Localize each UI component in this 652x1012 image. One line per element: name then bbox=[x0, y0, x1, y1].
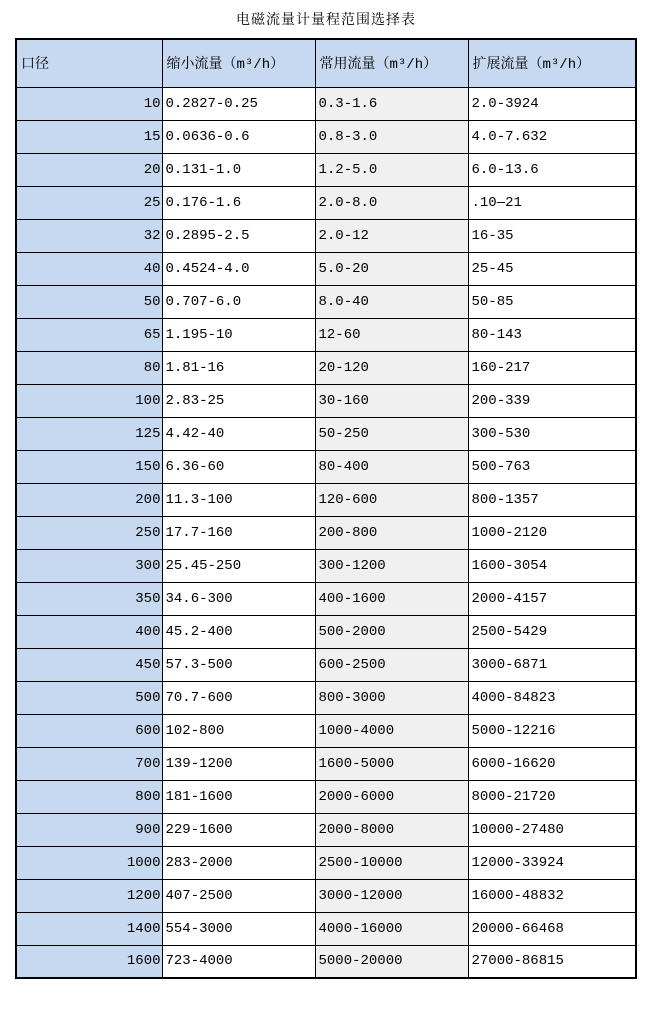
reduced-flow-cell: 1.195-10 bbox=[162, 318, 315, 351]
reduced-flow-cell: 0.707-6.0 bbox=[162, 285, 315, 318]
diameter-cell: 900 bbox=[16, 813, 162, 846]
diameter-cell: 50 bbox=[16, 285, 162, 318]
table-row bbox=[16, 549, 636, 582]
diameter-cell: 150 bbox=[16, 450, 162, 483]
common-flow-cell: 5000-20000 bbox=[315, 945, 468, 978]
reduced-flow-cell: 139-1200 bbox=[162, 747, 315, 780]
extended-flow-cell: 2000-4157 bbox=[468, 582, 636, 615]
extended-flow-cell: 800-1357 bbox=[468, 483, 636, 516]
table-row bbox=[16, 747, 636, 780]
diameter-cell: 65 bbox=[16, 318, 162, 351]
extended-flow-cell: 6.0-13.6 bbox=[468, 153, 636, 186]
flow-range-table bbox=[15, 38, 637, 979]
extended-flow-cell: 80-143 bbox=[468, 318, 636, 351]
table-row bbox=[16, 450, 636, 483]
diameter-cell: 800 bbox=[16, 780, 162, 813]
extended-flow-cell: 12000-33924 bbox=[468, 846, 636, 879]
diameter-cell: 32 bbox=[16, 219, 162, 252]
extended-flow-cell: 6000-16620 bbox=[468, 747, 636, 780]
table-row bbox=[16, 615, 636, 648]
diameter-cell: 450 bbox=[16, 648, 162, 681]
reduced-flow-cell: 57.3-500 bbox=[162, 648, 315, 681]
diameter-cell: 1000 bbox=[16, 846, 162, 879]
common-flow-cell: 4000-16000 bbox=[315, 912, 468, 945]
header-extended-flow: 扩展流量（m³/h） bbox=[468, 39, 636, 87]
common-flow-cell: 0.8-3.0 bbox=[315, 120, 468, 153]
table-row bbox=[16, 120, 636, 153]
table-body bbox=[16, 87, 636, 978]
diameter-cell: 125 bbox=[16, 417, 162, 450]
extended-flow-cell: 16-35 bbox=[468, 219, 636, 252]
header-reduced-flow: 缩小流量（m³/h） bbox=[162, 39, 315, 87]
reduced-flow-cell: 6.36-60 bbox=[162, 450, 315, 483]
common-flow-cell: 0.3-1.6 bbox=[315, 87, 468, 120]
table-row bbox=[16, 813, 636, 846]
common-flow-cell: 2000-6000 bbox=[315, 780, 468, 813]
extended-flow-cell: 25-45 bbox=[468, 252, 636, 285]
common-flow-cell: 30-160 bbox=[315, 384, 468, 417]
extended-flow-cell: 2500-5429 bbox=[468, 615, 636, 648]
table-row bbox=[16, 219, 636, 252]
reduced-flow-cell: 11.3-100 bbox=[162, 483, 315, 516]
reduced-flow-cell: 0.2895-2.5 bbox=[162, 219, 315, 252]
table-row bbox=[16, 879, 636, 912]
header-row bbox=[16, 39, 636, 87]
common-flow-cell: 50-250 bbox=[315, 417, 468, 450]
common-flow-cell: 2.0-12 bbox=[315, 219, 468, 252]
extended-flow-cell: 4.0-7.632 bbox=[468, 120, 636, 153]
reduced-flow-cell: 34.6-300 bbox=[162, 582, 315, 615]
diameter-cell: 1200 bbox=[16, 879, 162, 912]
common-flow-cell: 1600-5000 bbox=[315, 747, 468, 780]
table-row bbox=[16, 87, 636, 120]
table-row bbox=[16, 516, 636, 549]
reduced-flow-cell: 0.4524-4.0 bbox=[162, 252, 315, 285]
common-flow-cell: 200-800 bbox=[315, 516, 468, 549]
table-row bbox=[16, 945, 636, 978]
table-row bbox=[16, 318, 636, 351]
reduced-flow-cell: 17.7-160 bbox=[162, 516, 315, 549]
extended-flow-cell: 2.0-3924 bbox=[468, 87, 636, 120]
reduced-flow-cell: 2.83-25 bbox=[162, 384, 315, 417]
common-flow-cell: 400-1600 bbox=[315, 582, 468, 615]
common-flow-cell: 800-3000 bbox=[315, 681, 468, 714]
table-row bbox=[16, 483, 636, 516]
table-row bbox=[16, 582, 636, 615]
reduced-flow-cell: 283-2000 bbox=[162, 846, 315, 879]
table-row bbox=[16, 384, 636, 417]
reduced-flow-cell: 554-3000 bbox=[162, 912, 315, 945]
diameter-cell: 200 bbox=[16, 483, 162, 516]
common-flow-cell: 2500-10000 bbox=[315, 846, 468, 879]
reduced-flow-cell: 0.131-1.0 bbox=[162, 153, 315, 186]
table-row bbox=[16, 780, 636, 813]
header-common-flow: 常用流量（m³/h） bbox=[315, 39, 468, 87]
extended-flow-cell: 200-339 bbox=[468, 384, 636, 417]
reduced-flow-cell: 0.176-1.6 bbox=[162, 186, 315, 219]
extended-flow-cell: 16000-48832 bbox=[468, 879, 636, 912]
diameter-cell: 20 bbox=[16, 153, 162, 186]
extended-flow-cell: 500-763 bbox=[468, 450, 636, 483]
reduced-flow-cell: 25.45-250 bbox=[162, 549, 315, 582]
table-header bbox=[16, 39, 636, 87]
common-flow-cell: 80-400 bbox=[315, 450, 468, 483]
table-row bbox=[16, 681, 636, 714]
page-title: 电磁流量计量程范围选择表 bbox=[236, 12, 416, 28]
table-row bbox=[16, 186, 636, 219]
common-flow-cell: 300-1200 bbox=[315, 549, 468, 582]
diameter-cell: 700 bbox=[16, 747, 162, 780]
common-flow-cell: 1000-4000 bbox=[315, 714, 468, 747]
common-flow-cell: 12-60 bbox=[315, 318, 468, 351]
extended-flow-cell: 1000-2120 bbox=[468, 516, 636, 549]
diameter-cell: 1400 bbox=[16, 912, 162, 945]
diameter-cell: 40 bbox=[16, 252, 162, 285]
reduced-flow-cell: 4.42-40 bbox=[162, 417, 315, 450]
reduced-flow-cell: 229-1600 bbox=[162, 813, 315, 846]
extended-flow-cell: .10—21 bbox=[468, 186, 636, 219]
diameter-cell: 350 bbox=[16, 582, 162, 615]
extended-flow-cell: 8000-21720 bbox=[468, 780, 636, 813]
diameter-cell: 300 bbox=[16, 549, 162, 582]
table-row bbox=[16, 714, 636, 747]
common-flow-cell: 20-120 bbox=[315, 351, 468, 384]
common-flow-cell: 2.0-8.0 bbox=[315, 186, 468, 219]
common-flow-cell: 3000-12000 bbox=[315, 879, 468, 912]
table-row bbox=[16, 252, 636, 285]
diameter-cell: 250 bbox=[16, 516, 162, 549]
reduced-flow-cell: 102-800 bbox=[162, 714, 315, 747]
extended-flow-cell: 50-85 bbox=[468, 285, 636, 318]
diameter-cell: 400 bbox=[16, 615, 162, 648]
common-flow-cell: 1.2-5.0 bbox=[315, 153, 468, 186]
extended-flow-cell: 160-217 bbox=[468, 351, 636, 384]
diameter-cell: 10 bbox=[16, 87, 162, 120]
table-row bbox=[16, 285, 636, 318]
table-row bbox=[16, 912, 636, 945]
diameter-cell: 500 bbox=[16, 681, 162, 714]
table-row bbox=[16, 153, 636, 186]
common-flow-cell: 500-2000 bbox=[315, 615, 468, 648]
extended-flow-cell: 10000-27480 bbox=[468, 813, 636, 846]
extended-flow-cell: 3000-6871 bbox=[468, 648, 636, 681]
reduced-flow-cell: 45.2-400 bbox=[162, 615, 315, 648]
diameter-cell: 80 bbox=[16, 351, 162, 384]
table-row bbox=[16, 417, 636, 450]
common-flow-cell: 120-600 bbox=[315, 483, 468, 516]
reduced-flow-cell: 0.0636-0.6 bbox=[162, 120, 315, 153]
extended-flow-cell: 20000-66468 bbox=[468, 912, 636, 945]
diameter-cell: 15 bbox=[16, 120, 162, 153]
reduced-flow-cell: 723-4000 bbox=[162, 945, 315, 978]
diameter-cell: 100 bbox=[16, 384, 162, 417]
common-flow-cell: 2000-8000 bbox=[315, 813, 468, 846]
common-flow-cell: 8.0-40 bbox=[315, 285, 468, 318]
reduced-flow-cell: 0.2827-0.25 bbox=[162, 87, 315, 120]
extended-flow-cell: 27000-86815 bbox=[468, 945, 636, 978]
diameter-cell: 25 bbox=[16, 186, 162, 219]
extended-flow-cell: 1600-3054 bbox=[468, 549, 636, 582]
diameter-cell: 600 bbox=[16, 714, 162, 747]
extended-flow-cell: 300-530 bbox=[468, 417, 636, 450]
common-flow-cell: 5.0-20 bbox=[315, 252, 468, 285]
header-diameter: 口径 bbox=[16, 39, 162, 87]
table-row bbox=[16, 648, 636, 681]
extended-flow-cell: 5000-12216 bbox=[468, 714, 636, 747]
extended-flow-cell: 4000-84823 bbox=[468, 681, 636, 714]
reduced-flow-cell: 1.81-16 bbox=[162, 351, 315, 384]
table-row bbox=[16, 351, 636, 384]
common-flow-cell: 600-2500 bbox=[315, 648, 468, 681]
diameter-cell: 1600 bbox=[16, 945, 162, 978]
reduced-flow-cell: 407-2500 bbox=[162, 879, 315, 912]
table-row bbox=[16, 846, 636, 879]
reduced-flow-cell: 70.7-600 bbox=[162, 681, 315, 714]
reduced-flow-cell: 181-1600 bbox=[162, 780, 315, 813]
